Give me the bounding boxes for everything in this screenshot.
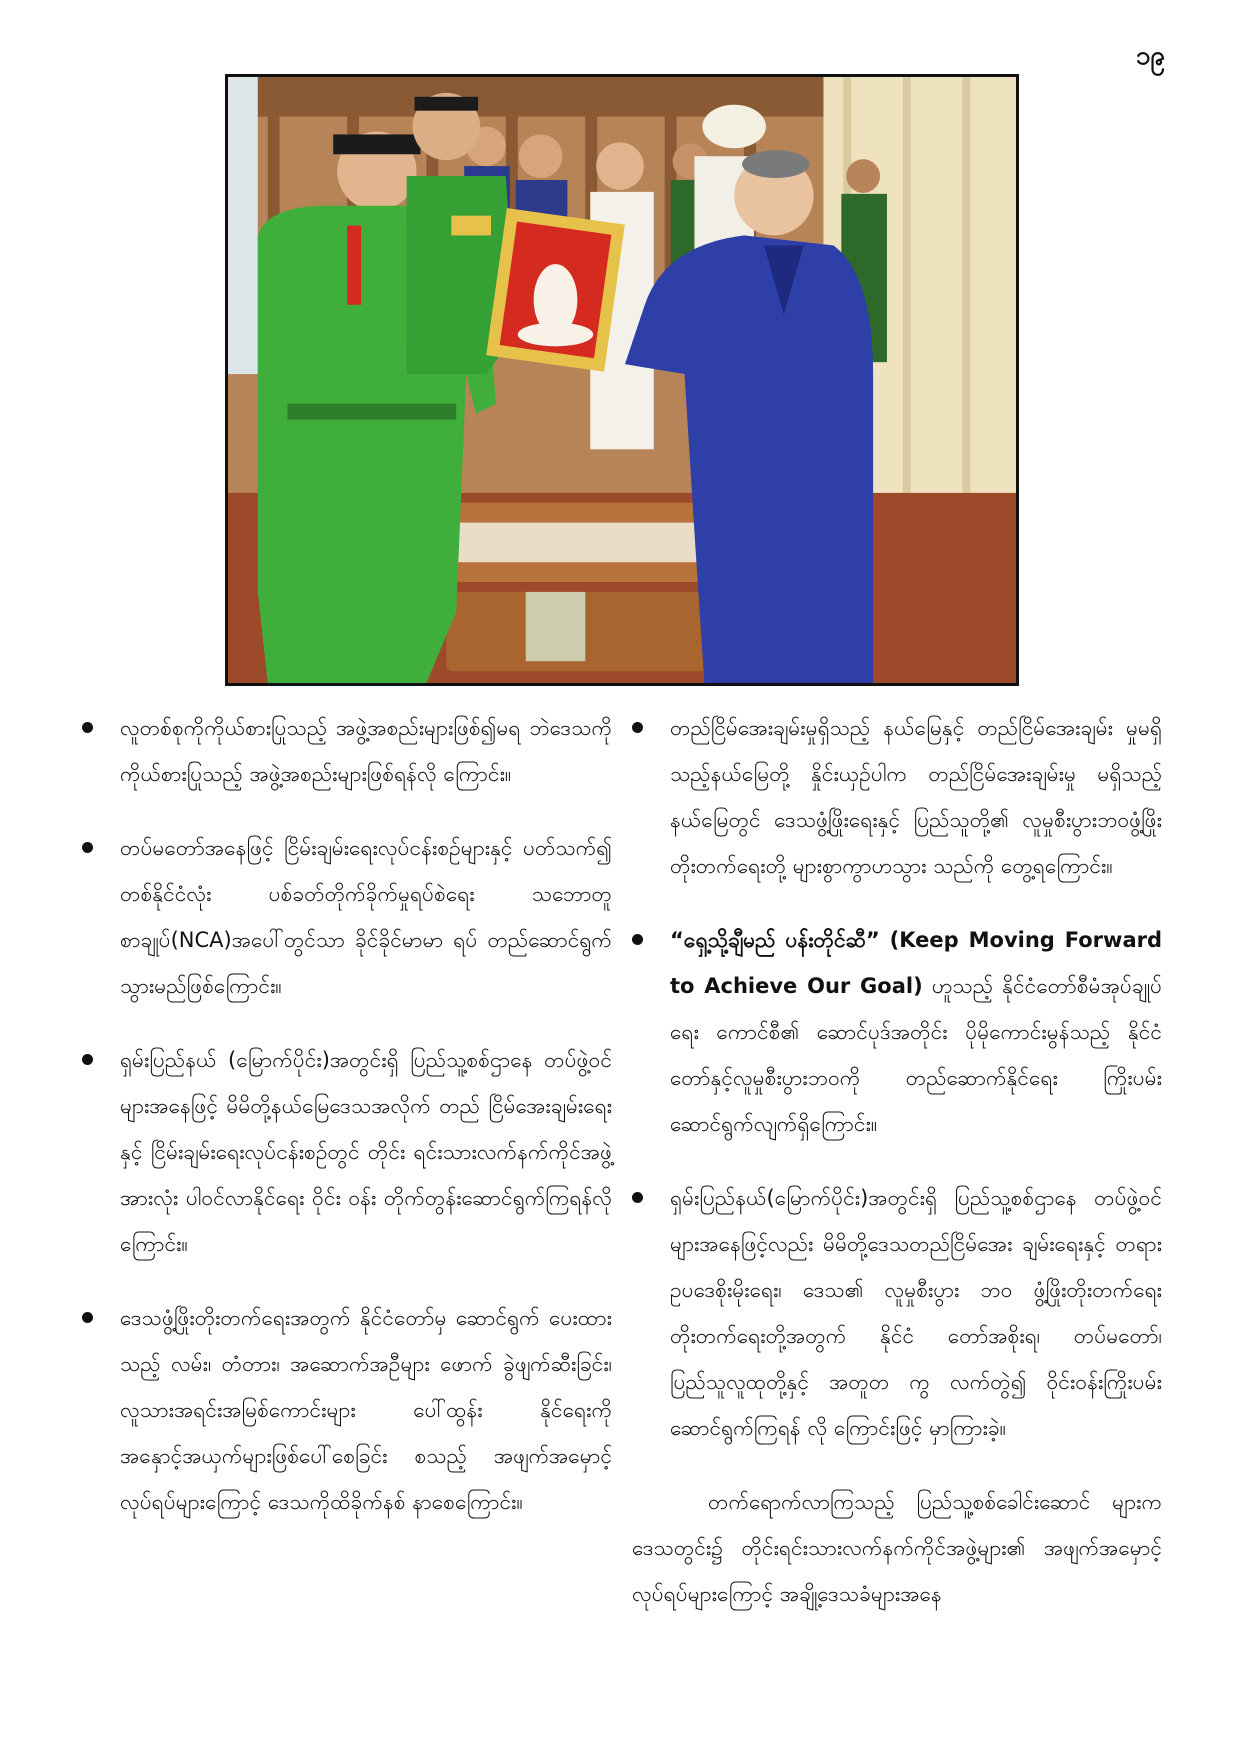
list-item-text: ရှမ်းပြည်နယ် (မြောက်ပိုင်း)အတွင်းရှိ ပြည်သူ့စစ်ဌာနေ တပ်ဖွဲ့ဝင်များအနေဖြင့် မိမိတို့နယ်မြေဒေသအလိုက် တည် ငြိမ်အေးချမ်းရေးနှင့် ငြိမ်းချမ်းရေးလုပ်ငန်းစဉ်တွင် တိုင်း ရင်းသားလက်နက်ကိုင်အဖွဲ့အားလုံး ပါဝင်လာနိုင်ရေး ဝိုင်း ဝန်း တိုက်တွန်းဆောင်ရွက်ကြရန်လိုကြောင်း။ bbox=[120, 1048, 612, 1256]
list-item-text bbox=[670, 917, 1162, 1147]
bullet-dot bbox=[82, 722, 93, 733]
list-item-text: တပ်မတော်အနေဖြင့် ငြိမ်းချမ်းရေးလုပ်ငန်းစဉ်များနှင့် ပတ်သက်၍ တစ်နိုင်ငံလုံး ပစ်ခတ်တိုက်ခိုက်မှုရပ်စဲရေး သဘောတူစာချုပ်(NCA)အပေါ်တွင်သာ ခိုင်ခိုင်မာမာ ရပ် တည်ဆောင်ရွက်သွားမည်ဖြစ်ကြောင်း။ bbox=[120, 836, 612, 998]
photo-illustration bbox=[228, 77, 1016, 683]
list-item bbox=[82, 825, 612, 1009]
bullet-dot bbox=[82, 1054, 93, 1065]
bullet-dot bbox=[82, 842, 93, 853]
list-item bbox=[82, 1295, 612, 1525]
bullet-dot bbox=[632, 934, 643, 945]
list-item bbox=[82, 1037, 612, 1267]
news-photo bbox=[225, 74, 1019, 686]
list-item-text: ဒေသဖွံ့ဖြိုးတိုးတက်ရေးအတွက် နိုင်ငံတော်မှ ဆောင်ရွက် ပေးထားသည့် လမ်း၊ တံတား၊ အဆောက်အဦများ ဖောက် ခွဲဖျက်ဆီးခြင်း၊ လူသားအရင်းအမြစ်ကောင်းများ ပေါ်ထွန်း နိုင်ရေးကို အနှောင့်အယှက်များဖြစ်ပေါ်စေခြင်း စသည့် အဖျက်အမှောင့်လုပ်ရပ်များကြောင့် ဒေသကိုထိခိုက်နစ် နာစေကြောင်း။ bbox=[120, 1306, 612, 1514]
slogan-text: “ရှေ့သို့ချီမည် ပန်းတိုင်ဆီ” (Keep Moving Forward to Achieve Our Goal) bbox=[670, 928, 1162, 998]
list-item bbox=[82, 705, 612, 797]
bullet-dot bbox=[632, 722, 643, 733]
body-paragraph: တက်ရောက်လာကြသည့် ပြည်သူ့စစ်ခေါင်းဆောင် များက ဒေသတွင်း၌ တိုင်းရင်းသားလက်နက်ကိုင်အဖွဲ့များ၏ အဖျက်အမှောင့်လုပ်ရပ်များကြောင့် အချို့ဒေသခံများအနေ bbox=[632, 1490, 1162, 1606]
right-column bbox=[632, 705, 1162, 1617]
left-column bbox=[82, 705, 612, 1553]
list-item bbox=[632, 917, 1162, 1147]
list-item-text: လူတစ်စုကိုကိုယ်စားပြုသည့် အဖွဲ့အစည်းများဖြစ်၍မရ ဘဲဒေသကို ကိုယ်စားပြုသည့် အဖွဲ့အစည်းများဖြစ်ရန်လို ကြောင်း။ bbox=[120, 716, 612, 786]
page-number: ၁၉ bbox=[1135, 41, 1165, 71]
list-item-text: တည်ငြိမ်အေးချမ်းမှုရှိသည့် နယ်မြေနှင့် တည်ငြိမ်အေးချမ်း မှုမရှိသည့်နယ်မြေတို့ နှိုင်းယှဉ်ပါက တည်ငြိမ်အေးချမ်းမှု မရှိသည့်နယ်မြေတွင် ဒေသဖွံ့ဖြိုးရေးနှင့် ပြည်သူတို့၏ လူမှုစီးပွားဘဝဖွံ့ဖြိုးတိုးတက်ရေးတို့ များစွာကွာဟသွား သည်ကို တွေ့ရကြောင်း။ bbox=[670, 716, 1162, 878]
bullet-dot bbox=[632, 1192, 643, 1203]
slogan-description: ဟူသည့် နိုင်ငံတော်စီမံအုပ်ချုပ်ရေး ကောင်စီ၏ ဆောင်ပုဒ်အတိုင်း ပိုမိုကောင်းမွန်သည့် နိုင်ငံ တော်နှင့်လူမှုစီးပွားဘဝကို တည်ဆောက်နိုင်ရေး ကြိုးပမ်း ဆောင်ရွက်လျက်ရှိကြောင်း။ bbox=[670, 974, 1162, 1136]
list-item bbox=[632, 705, 1162, 889]
list-item bbox=[632, 1175, 1162, 1451]
list-item-text: ရှမ်းပြည်နယ်(မြောက်ပိုင်း)အတွင်းရှိ ပြည်သူ့စစ်ဌာနေ တပ်ဖွဲ့ဝင်များအနေဖြင့်လည်း မိမိတို့ဒေသတည်ငြိမ်အေး ချမ်းရေးနှင့် တရားဥပဒေစိုးမိုးရေး၊ ဒေသ၏ လူမှုစီးပွား ဘဝ ဖွံ့ဖြိုးတိုးတက်ရေးတိုးတက်ရေးတို့အတွက် နိုင်ငံ တော်အစိုးရ၊ တပ်မတော်၊ ပြည်သူလူထုတို့နှင့် အတူတ ကွ လက်တွဲ၍ ဝိုင်းဝန်းကြိုးပမ်းဆောင်ရွက်ကြရန် လို ကြောင်းဖြင့် မှာကြားခဲ့။ bbox=[670, 1186, 1162, 1440]
bullet-dot bbox=[82, 1312, 93, 1323]
